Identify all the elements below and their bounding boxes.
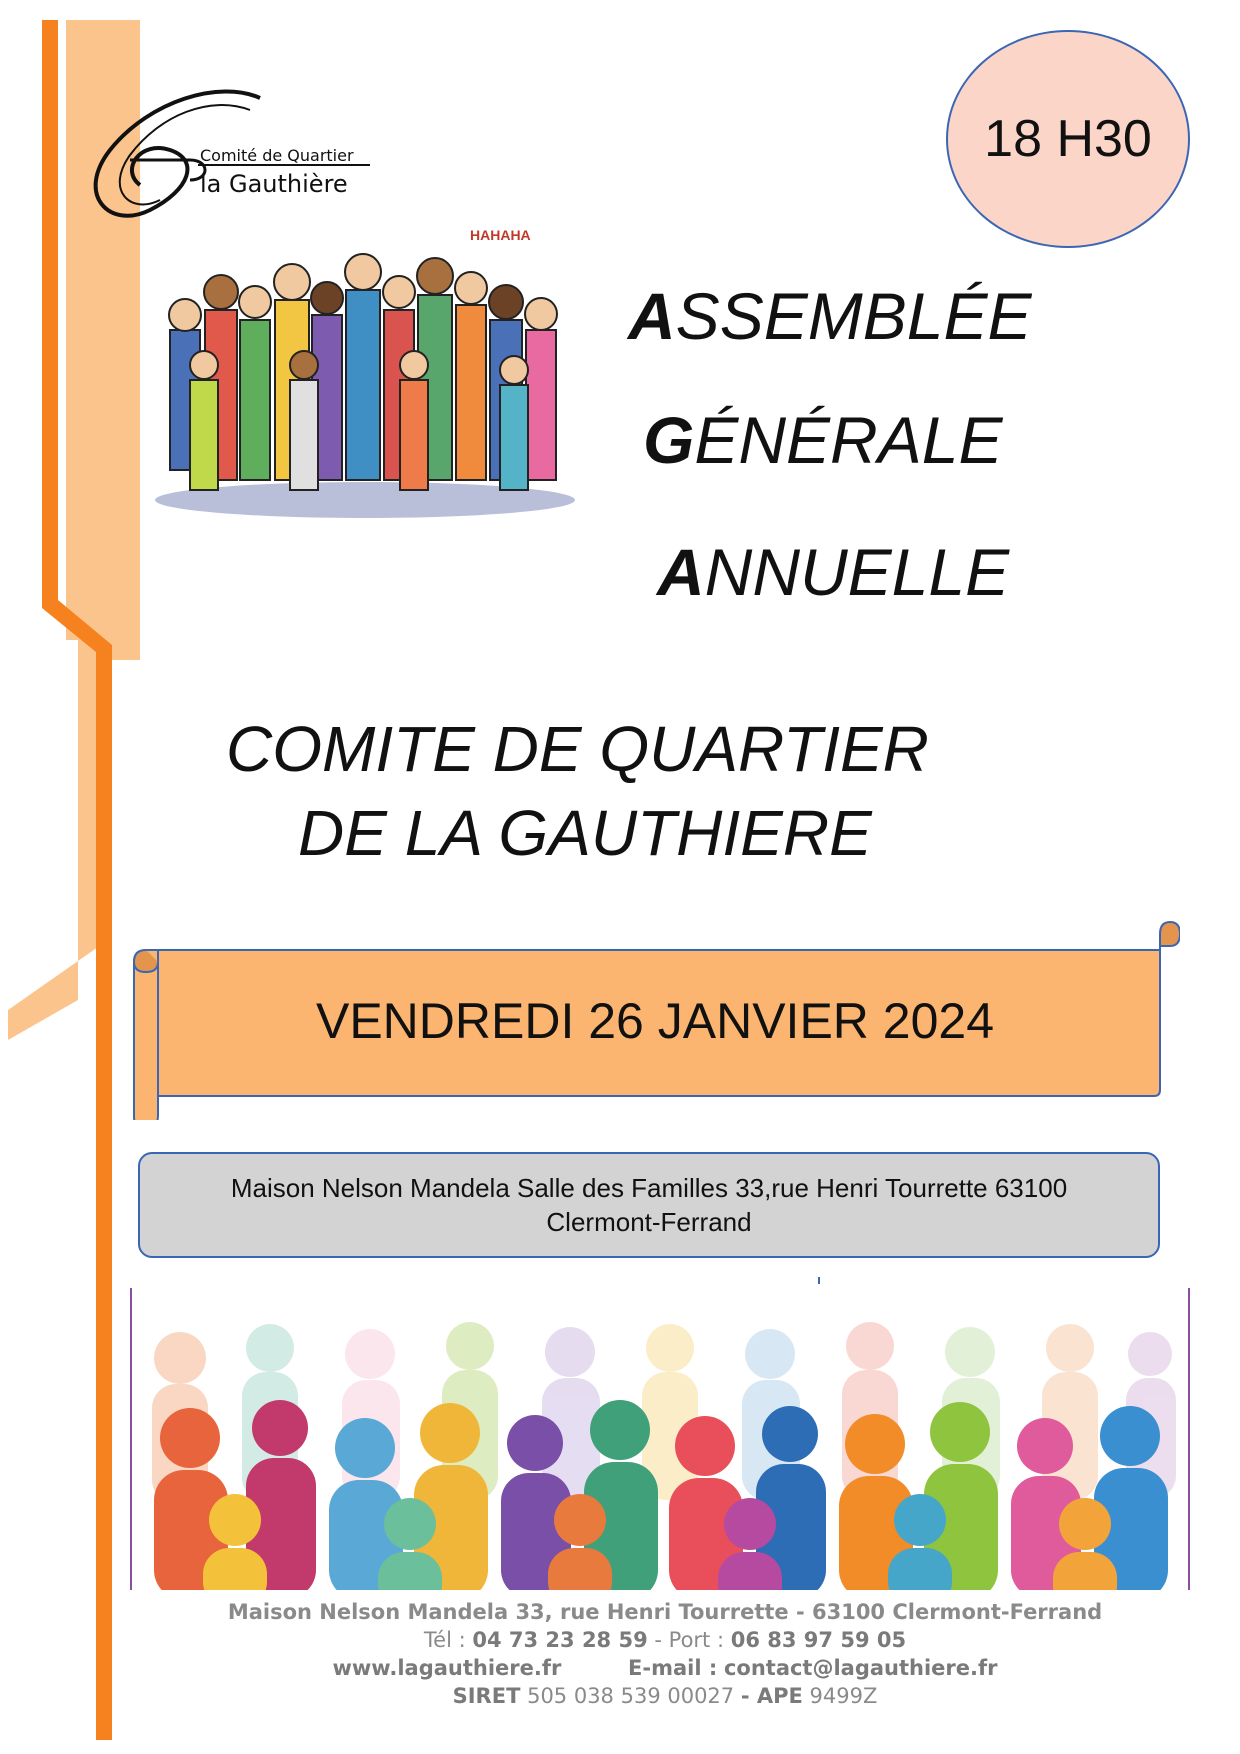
- footer-ape: 9499Z: [809, 1684, 878, 1708]
- footer-tel: 04 73 23 28 59: [472, 1628, 648, 1652]
- title-line-1-initial: A: [628, 279, 676, 353]
- title-line-2-rest: ÉNÉRALE: [694, 403, 1003, 477]
- date-banner-text: VENDREDI 26 JANVIER 2024: [315, 993, 995, 1049]
- colorful-people-silhouettes: [130, 1288, 1190, 1590]
- logo-text-line1: Comité de Quartier: [200, 146, 354, 165]
- venue-address-line-1: Maison Nelson Mandela Salle des Familles 33,rue Henri Tourrette 63100: [230, 1173, 1068, 1203]
- footer-ape-label: - APE: [740, 1684, 803, 1708]
- footer-port: 06 83 97 59 05: [730, 1628, 907, 1652]
- title-line-1-rest: SSEMBLÉE: [675, 279, 1032, 353]
- footer-web-contact: [140, 1656, 1190, 1680]
- footer-port-label: - Port :: [654, 1628, 725, 1652]
- cartoon-crowd-illustration: [140, 210, 590, 520]
- footer-website-link[interactable]: www.lagauthiere.fr: [332, 1656, 562, 1680]
- title-line-2: [643, 402, 1002, 478]
- svg-text:HAHAHA: HAHAHA: [470, 227, 531, 243]
- title-line-3: [657, 534, 1009, 610]
- footer-tel-label: Tél :: [423, 1628, 466, 1652]
- footer-registration: [140, 1684, 1190, 1708]
- footer-siret: 505 038 539 00027: [527, 1684, 735, 1708]
- time-badge: 18 H30: [946, 30, 1190, 248]
- footer-email-label: E-mail :: [628, 1656, 718, 1680]
- logo: [70, 80, 370, 230]
- logo-text-line2: la Gauthière: [200, 170, 348, 198]
- venue-address-line-2: Clermont-Ferrand: [546, 1207, 752, 1237]
- footer-siret-label: SIRET: [452, 1684, 521, 1708]
- organization-line-2: DE LA GAUTHIERE: [298, 797, 872, 869]
- organization-line-1: COMITE DE QUARTIER: [226, 713, 929, 785]
- venue-address-box: [138, 1152, 1160, 1258]
- footer-address: Maison Nelson Mandela 33, rue Henri Tourrette - 63100 Clermont-Ferrand: [227, 1600, 1103, 1624]
- tick-mark: [818, 1277, 820, 1284]
- title-line-3-rest: NNUELLE: [704, 535, 1010, 609]
- title-line-3-initial: A: [657, 535, 705, 609]
- title-line-2-initial: G: [643, 403, 695, 477]
- footer-email-link[interactable]: contact@lagauthiere.fr: [723, 1656, 998, 1680]
- footer-phones: [140, 1628, 1190, 1652]
- title-line-1: [628, 278, 1032, 354]
